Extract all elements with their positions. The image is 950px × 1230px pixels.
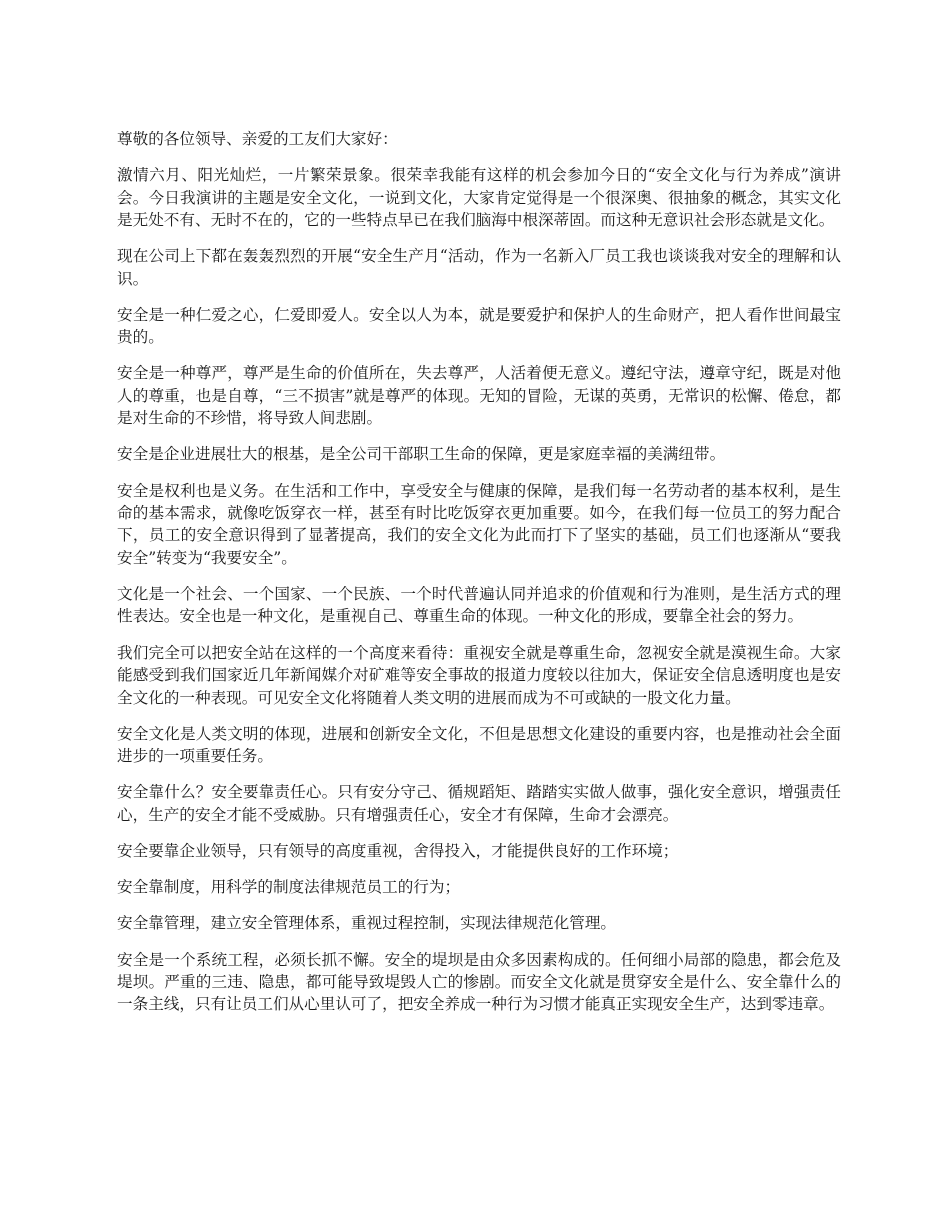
body-paragraph: 安全是一种仁爱之心，仁爱即爱人。安全以人为本，就是要爱护和保护人的生命财产，把人看作世间最宝贵的。 (117, 305, 841, 347)
body-paragraph: 激情六月、阳光灿烂，一片繁荣景象。很荣幸我能有这样的机会参加今日的“安全文化与行为养成”演讲会。今日我演讲的主题是安全文化，一说到文化，大家肯定觉得是一个很深奥、很抽象的概念，其实文化是无处不有、无时不在的，它的一些特点早已在我们脑海中根深蒂固。而这种无意识社会形态就是文化。 (117, 166, 841, 230)
body-paragraph: 安全要靠企业领导，只有领导的高度重视，舍得投入，才能提供良好的工作环境； (117, 841, 679, 860)
body-paragraph: 安全是一个系统工程，必须长抓不懈。安全的堤坝是由众多因素构成的。任何细小局部的隐患，都会危及堤坝。严重的三违、隐患，都可能导致堤毁人亡的惨剧。而安全文化就是贯穿安全是什么、安全靠什么的一条主线，只有让员工们从心里认可了，把安全养成一种行为习惯才能真正实现安全生产，达到零违章。 (117, 950, 841, 1014)
body-paragraph: 我们完全可以把安全站在这样的一个高度来看待：重视安全就是尊重生命，忽视安全就是漠视生命。大家能感受到我们国家近几年新闻媒介对矿难等安全事故的报道力度较以往加大，保证安全信息透明度也是安全文化的一种表现。可见安全文化将随着人类文明的进展而成为不可或缺的一股文化力量。 (117, 643, 841, 707)
body-paragraph: 现在公司上下都在轰轰烈烈的开展“安全生产月“活动，作为一名新入厂员工我也谈谈我对安全的理解和认识。 (117, 247, 841, 288)
document-page (117, 128, 841, 1030)
body-paragraph: 安全靠什么？安全要靠责任心。只有安分守己、循规蹈矩、踏踏实实做人做事，强化安全意识，增强责任心，生产的安全才能不受威胁。只有增强责任心，安全才有保障，生命才会漂亮。 (117, 783, 841, 824)
greeting-paragraph: 尊敬的各位领导、亲爱的工友们大家好： (117, 130, 398, 148)
body-paragraph: 安全是一种尊严，尊严是生命的价值所在，失去尊严，人活着便无意义。遵纪守法，遵章守纪，既是对他人的尊重，也是自尊，“三不损害”就是尊严的体现。无知的冒险，无谋的英勇，无常识的松懈、倦怠，都是对生命的不珍惜，将导致人间悲剧。 (117, 364, 841, 428)
body-paragraph: 安全靠制度，用科学的制度法律规范员工的行为； (117, 878, 461, 897)
body-paragraph: 安全靠管理，建立安全管理体系，重视过程控制，实现法律规范化管理。 (117, 914, 617, 933)
body-paragraph: 安全是企业进展壮大的根基，是全公司干部职工生命的保障，更是家庭幸福的美满纽带。 (117, 445, 726, 464)
body-paragraph: 安全文化是人类文明的体现，进展和创新安全文化，不但是思想文化建设的重要内容，也是推动社会全面进步的一项重要任务。 (117, 724, 841, 766)
body-paragraph: 文化是一个社会、一个国家、一个民族、一个时代普遍认同并追求的价值观和行为准则，是生活方式的理性表达。安全也是一种文化，是重视自己、尊重生命的体现。一种文化的形成，要靠全社会的努力。 (117, 585, 841, 626)
body-paragraph: 安全是权利也是义务。在生活和工作中，享受安全与健康的保障，是我们每一名劳动者的基本权利，是生命的基本需求，就像吃饭穿衣一样，甚至有时比吃饭穿衣更加重要。如今，在我们每一位员工的努力配合下，员工的安全意识得到了显著提高，我们的安全文化为此而打下了坚实的基础，员工们也逐渐从“要我安全”转变为“我要安全”。 (117, 481, 841, 567)
